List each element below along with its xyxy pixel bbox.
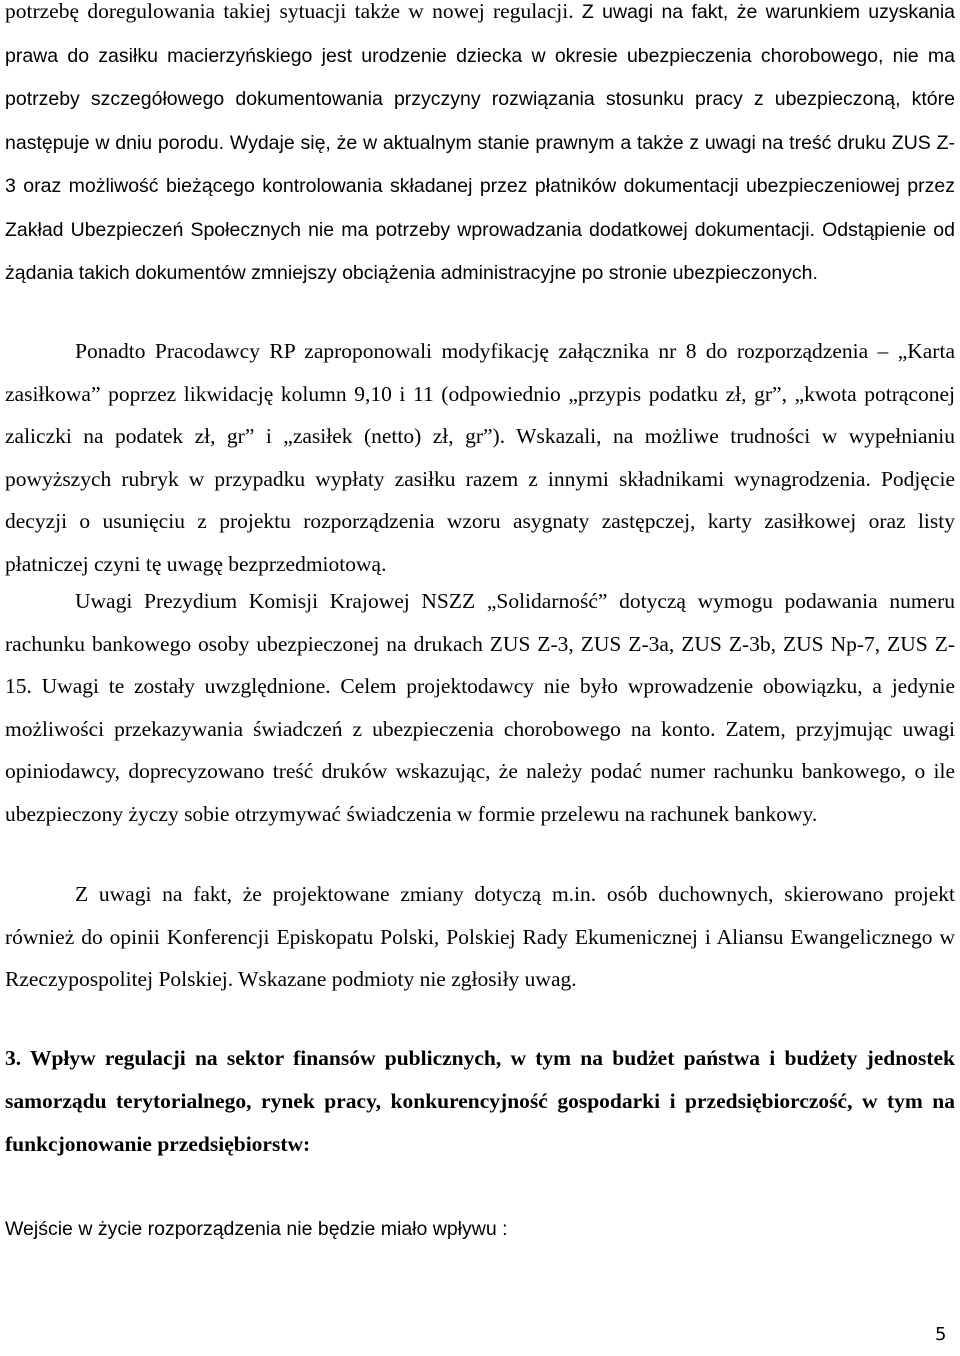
section-heading: 3. Wpływ regulacji na sektor finansów publicznych, w tym na budżet państwa i budżety jednostek samorządu terytorialnego, rynek pracy, konkurencyjność gospodarki i przedsiębiorczość, w tym na funkcjonowanie przedsiębiorstw: <box>5 1046 955 1156</box>
paragraph-zasilek-macierzynski <box>5 0 955 295</box>
page-number: 5 <box>935 1324 947 1345</box>
paragraph-pracodawcy-rp: Ponadto Pracodawcy RP zaproponowali modyfikację załącznika nr 8 do rozporządzenia – „Karta zasiłkowa” poprzez likwidację kolumn 9,10 i 11 (odpowiednio „przypis podatku zł, gr”, „kwota potrąconej zaliczki na podatek zł, gr” i „zasiłek (netto) zł, gr”). Wskazali, na możliwe trudności w wypełnianiu powyższych rubryk w przypadku wypłaty zasiłku razem z innymi składnikami wynagrodzenia. Podjęcie decyzji o usunięciu z projektu rozporządzenia wzoru asygnaty zastępczej, karty zasiłkowej oraz listy płatniczej czyni tę uwagę bezprzedmiotową. <box>5 339 955 576</box>
paragraph-solidarnosc: Uwagi Prezydium Komisji Krajowej NSZZ „Solidarność” dotyczą wymogu podawania numeru rachunku bankowego osoby ubezpieczonej na drukach ZUS Z-3, ZUS Z-3a, ZUS Z-3b, ZUS Np-7, ZUS Z-15. Uwagi te zostały uwzględnione. Celem projektodawcy nie było wprowadzenie obowiązku, a jedynie możliwości przekazywania świadczeń z ubezpieczenia chorobowego na konto. Zatem, przyjmując uwagi opiniodawcy, doprecyzowano treść druków wskazując, że należy podać numer rachunku bankowego, o ile ubezpieczony życzy sobie otrzymywać świadczenia w formie przelewu na rachunek bankowy. <box>5 589 955 826</box>
paragraph-osoby-duchowne: Z uwagi na fakt, że projektowane zmiany dotyczą m.in. osób duchownych, skierowano projekt również do opinii Konferencji Episkopatu Polski, Polskiej Rady Ekumenicznej i Aliansu Ewangelicznego w Rzeczypospolitej Polskiej. Wskazane podmioty nie zgłosiły uwag. <box>5 882 955 991</box>
paragraph-sans-text: Z uwagi na fakt, że warunkiem uzyskania prawa do zasiłku macierzyńskiego jest urodzenie dziecka w okresie ubezpieczenia chorobowego, nie ma potrzeby szczegółowego dokumentowania przyczyny rozwiązania stosunku pracy z ubezpieczoną, które następuje w dniu porodu. Wydaje się, że w aktualnym stanie prawnym a także z uwagi na treść druku ZUS Z-3 oraz możliwość bieżącego kontrolowania składanej przez płatników dokumentacji ubezpieczeniowej przez Zakład Ubezpieczeń Społecznych nie ma potrzeby wprowadzania dodatkowej dokumentacji. Odstąpienie od żądania takich dokumentów zmniejszy obciążenia administracyjne po stronie ubezpieczonych. <box>5 1 955 284</box>
impact-statement: Wejście w życie rozporządzenia nie będzie miało wpływu : <box>5 1218 508 1240</box>
paragraph-continuation-text: potrzebę doregulowania takiej sytuacji także w nowej regulacji. <box>5 0 574 23</box>
